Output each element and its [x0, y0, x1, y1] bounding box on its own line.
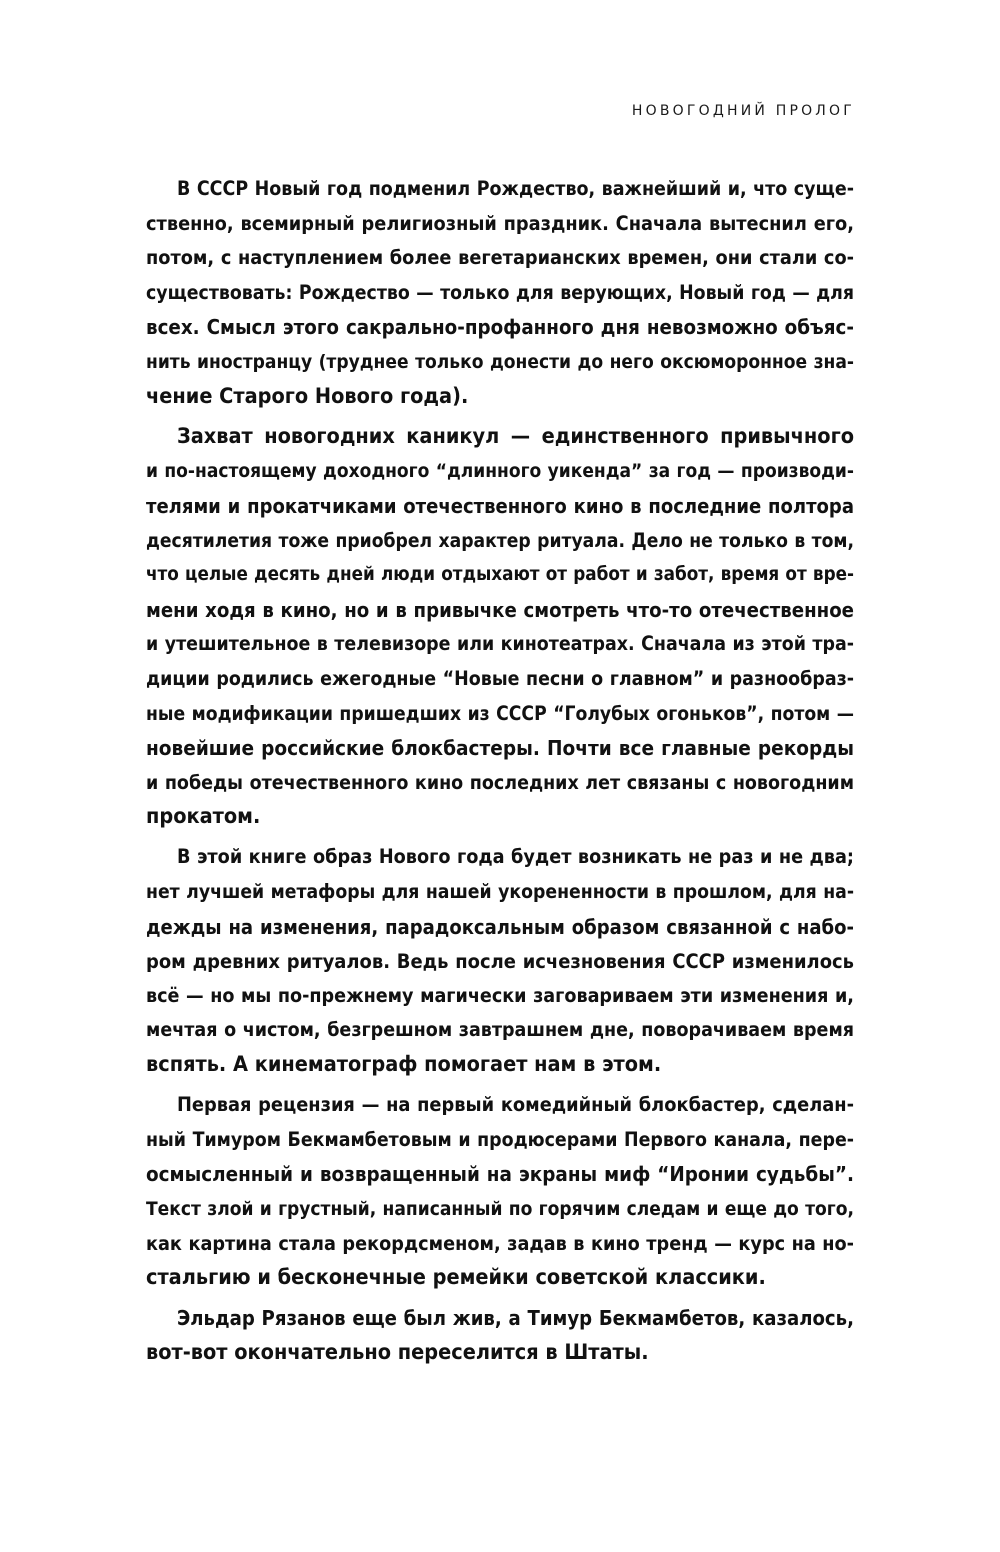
text-line: всех. Смысл этого сакрально-профанного дня невозможно объяс- [146, 315, 854, 340]
page-body [146, 172, 854, 1376]
text-line: диции родились ежегодные “Новые песни о главном” и разнообраз- [146, 666, 854, 690]
text-line: стальгию и бесконечные ремейки советской классики. [146, 1265, 766, 1291]
text-line: всё — но мы по-прежнему магически заговариваем эти изменения и, [146, 983, 854, 1007]
text-line: мечтая о чистом, безгрешном завтрашнем дне, поворачиваем время [146, 1018, 854, 1042]
paragraph-5 [146, 1301, 854, 1370]
paragraph-2 [146, 420, 854, 835]
text-line: нить иностранцу (труднее только донести до него оксюморонное зна- [146, 350, 854, 373]
text-line: В этой книге образ Нового года будет возникать не раз и не два; [177, 845, 854, 869]
text-line: ные модификации пришедших из СССР “Голубых огоньков”, потом — [146, 701, 854, 725]
paragraph-1 [146, 172, 854, 414]
paragraph-3 [146, 840, 854, 1082]
text-line: осмысленный и возвращенный на экраны миф “Иронии судьбы”. [146, 1162, 854, 1187]
text-line: телями и прокатчиками отечественного кино в последние полтора [146, 493, 854, 518]
text-line: В СССР Новый год подменил Рождество, важнейший и, что суще- [177, 177, 854, 200]
text-line: Первая рецензия — на первый комедийный блокбастер, сделан- [177, 1093, 854, 1117]
text-line: десятилетия тоже приобрел характер ритуала. Дело не только в том, [146, 528, 854, 552]
text-line: мени ходя в кино, но и в привычке смотреть что-то отечественное [146, 597, 854, 622]
text-line: и по-настоящему доходного “длинного уикенда” за год — производи- [146, 460, 854, 483]
text-line: чение Старого Нового года). [146, 383, 469, 409]
running-head: НОВОГОДНИЙ ПРОЛОГ [631, 103, 855, 119]
text-line: ром древних ритуалов. Ведь после исчезновения СССР изменилось [146, 949, 854, 974]
text-line: Захват новогодних каникул — единственного привычного [177, 423, 854, 449]
text-line: нет лучшей метафоры для нашей укорененности в прошлом, для на- [146, 880, 854, 904]
text-line: прокатом. [146, 804, 261, 830]
text-line: и победы отечественного кино последних лет связаны с новогодним [146, 770, 854, 794]
text-line: вот-вот окончательно переселится в Штаты. [146, 1339, 649, 1365]
text-line: вспять. А кинематограф помогает нам в этом. [146, 1052, 662, 1078]
text-line: ный Тимуром Бекмамбетовым и продюсерами Первого канала, пере- [146, 1127, 854, 1151]
paragraph-4 [146, 1088, 854, 1296]
text-line: новейшие российские блокбастеры. Почти все главные рекорды [146, 736, 854, 761]
text-line: потом, с наступлением более вегетарианских времен, они стали со- [146, 246, 854, 270]
text-line: как картина стала рекордсменом, задав в кино тренд — курс на но- [146, 1231, 854, 1255]
text-line: Текст злой и грустный, написанный по горячим следам и еще до того, [146, 1198, 854, 1220]
text-line: что целые десять дней люди отдыхают от работ и забот, время от вре- [146, 564, 854, 586]
text-line: и утешительное в телевизоре или кинотеатрах. Сначала из этой тра- [146, 632, 854, 656]
text-line: дежды на изменения, парадоксальным образом связанной с набо- [146, 914, 854, 939]
text-line: существовать: Рождество — только для верующих, Новый год — для [146, 280, 854, 304]
text-line: Эльдар Рязанов еще был жив, а Тимур Бекмамбетов, казалось, [177, 1306, 854, 1331]
text-line: ственно, всемирный религиозный праздник. Сначала вытеснил его, [146, 211, 854, 235]
